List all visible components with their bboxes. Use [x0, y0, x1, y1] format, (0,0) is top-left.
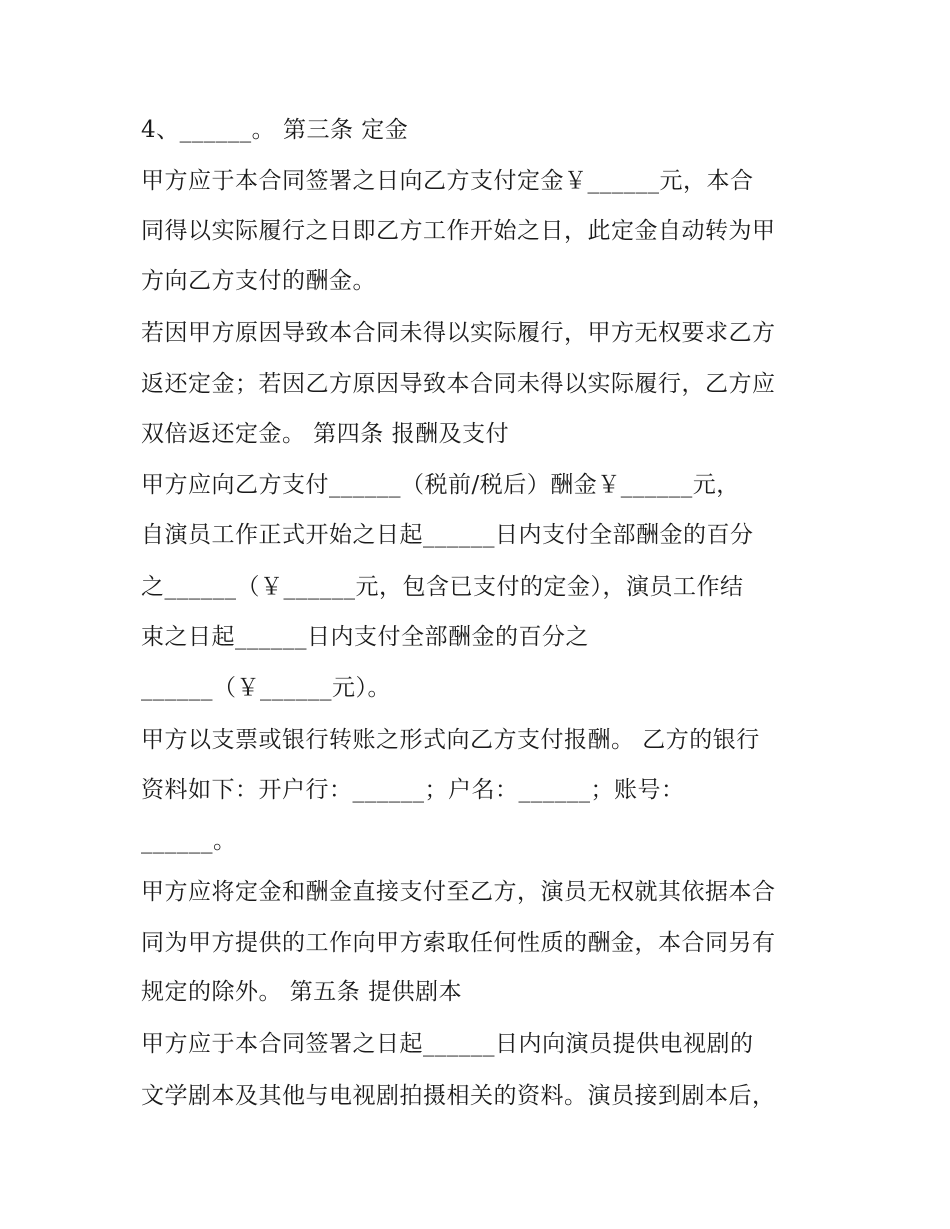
text-line: 甲方应将定金和酬金直接支付至乙方，演员无权就其依据本合	[141, 879, 776, 905]
text-line: 同得以实际履行之日即乙方工作开始之日，此定金自动转为甲	[141, 218, 776, 244]
text-line: ______。	[141, 828, 237, 854]
text-line: 甲方以支票或银行转账之形式向乙方支付报酬。 乙方的银行	[141, 727, 760, 753]
text-line: 方向乙方支付的酬金。	[141, 268, 376, 294]
text-line: 甲方应于本合同签署之日起______日内向演员提供电视剧的	[141, 1031, 754, 1057]
text-line: 规定的除外。 第五条 提供剧本	[141, 979, 463, 1005]
text-line: 同为甲方提供的工作向甲方索取任何性质的酬金，本合同另有	[141, 930, 776, 956]
text-line: 双倍返还定金。 第四条 报酬及支付	[141, 421, 510, 447]
text-line: 甲方应于本合同签署之日向乙方支付定金￥______元，本合	[141, 168, 754, 194]
text-line: ______（￥______元）。	[141, 675, 391, 701]
text-line: 文学剧本及其他与电视剧拍摄相关的资料。演员接到剧本后，	[141, 1083, 776, 1109]
text-line: 返还定金；若因乙方原因导致本合同未得以实际履行，乙方应	[141, 371, 776, 397]
text-line: 甲方应向乙方支付______（税前/税后）酬金￥______元，	[141, 472, 740, 498]
text-line: 4、______。 第三条 定金	[141, 117, 409, 143]
text-line: 之______（￥______元，包含已支付的定金），演员工作结	[141, 574, 744, 600]
text-line: 资料如下：开户行：______；户名：______；账号：	[141, 777, 685, 803]
text-line: 自演员工作正式开始之日起______日内支付全部酬金的百分	[141, 522, 754, 548]
text-line: 束之日起______日内支付全部酬金的百分之	[141, 624, 589, 650]
text-line: 若因甲方原因导致本合同未得以实际履行，甲方无权要求乙方	[141, 320, 776, 346]
